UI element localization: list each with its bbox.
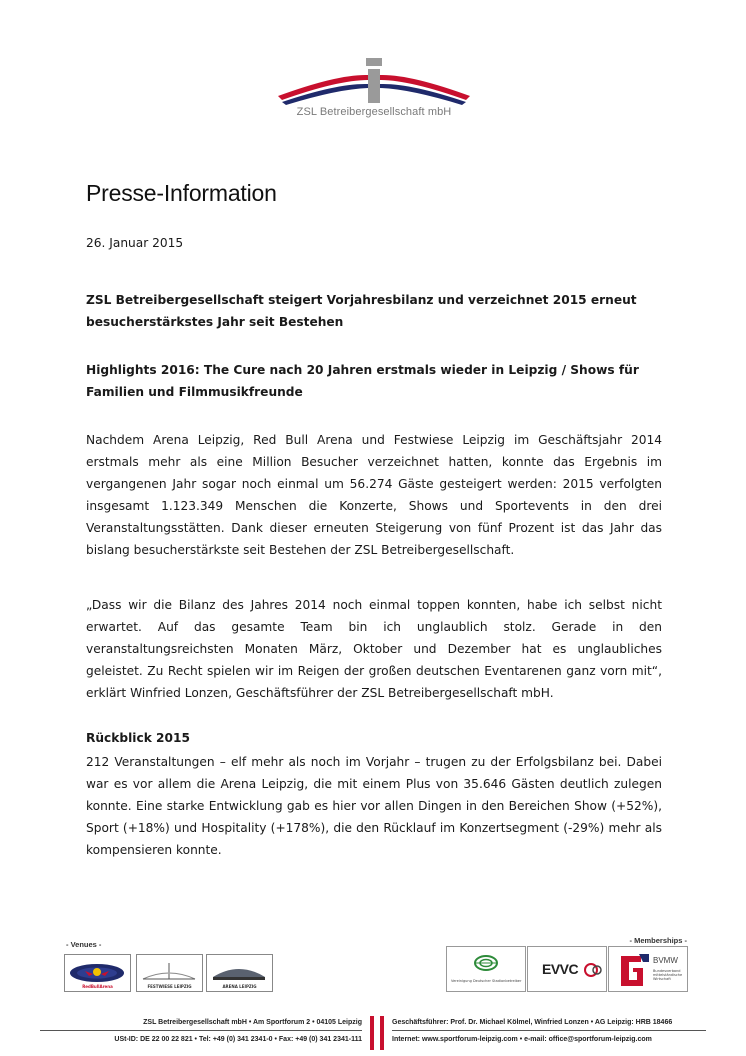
- footer-divider: [40, 1030, 362, 1031]
- stadium-association-icon: [447, 947, 525, 977]
- venue-name: ARENA LEIPZIG: [222, 984, 257, 989]
- venue-logo-red-bull-arena: [64, 954, 131, 992]
- document-date: 26. Januar 2015: [86, 236, 184, 250]
- headline-secondary: Highlights 2016: The Cure nach 20 Jahren erstmals wieder in Leipzig / Shows für Familien und Filmmusikfreunde: [86, 363, 639, 399]
- membership-logo-evvc: [527, 946, 607, 992]
- footer-web-email: Internet: www.sportforum-leipzig.com • e-mail: office@sportforum-leipzig.com: [392, 1036, 652, 1043]
- venues-label: - Venues -: [66, 940, 102, 949]
- company-logo-mark: [268, 58, 480, 106]
- footer-contact: USt-ID: DE 22 00 22 821 • Tel: +49 (0) 341 2341-0 • Fax: +49 (0) 341 2341-111: [114, 1036, 362, 1043]
- company-logo-text: ZSL Betreibergesellschaft mbH: [296, 106, 452, 118]
- venue-name: FESTWIESE LEIPZIG: [147, 984, 192, 989]
- evvc-wordmark: EVVC: [542, 961, 579, 977]
- footer-management: Geschäftsführer: Prof. Dr. Michael Kölmel, Winfried Lonzen • AG Leipzig: HRB 18466: [392, 1019, 673, 1026]
- venue-logo-arena-leipzig: [206, 954, 273, 992]
- venue-name: RedBullArena: [82, 984, 113, 989]
- footer-separator-bar: [370, 1016, 374, 1050]
- company-logo: [268, 58, 480, 124]
- membership-caption: Bundesverband mittelständische Wirtschaft: [653, 969, 683, 981]
- page-title: Presse-Information: [86, 180, 277, 206]
- section-heading: Rückblick 2015: [86, 731, 190, 745]
- footer-divider: [392, 1030, 706, 1031]
- memberships-label: - Memberships -: [629, 936, 687, 945]
- bvmw-icon: [615, 950, 655, 990]
- paragraph-review: 212 Veranstaltungen – elf mehr als noch im Vorjahr – trugen zu der Erfolgsbilanz bei. Dabei war es vor allem die Arena Leipzig, die mit einem Plus von 35.646 Gästen deutlich zulegen konnte. Eine starke Entwicklung gab es hier vor allen Dingen in den Bereichen Show (+52%), Sport (+18%) und Hospitality (+178%), die den Rücklauf im Konzertsegment (-29%) mehr als kompensieren konnte.: [86, 755, 662, 857]
- headline-primary: ZSL Betreibergesellschaft steigert Vorjahresbilanz und verzeichnet 2015 erneut besucherstärkstes Jahr seit Bestehen: [86, 293, 637, 329]
- membership-logo-bvmw: [608, 946, 688, 992]
- venue-logo-festwiese: [136, 954, 203, 992]
- paragraph-quote: „Dass wir die Bilanz des Jahres 2014 noch einmal toppen konnten, habe ich selbst nicht erwartet. Auf das gesamte Team bin ich unglaublich stolz. Gerade in den veranstaltungsreichsten Monaten März, Oktober und Dezember hat es unglaubliches geleistet. Zu Recht spielen wir im Reigen der großen deutschen Eventarenen ganz vorn mit“, erklärt Winfried Lonzen, Geschäftsführer der ZSL Betreibergesellschaft mbH.: [86, 598, 662, 700]
- membership-caption: Vereinigung Deutscher Stadionbetreiber: [451, 979, 522, 983]
- bvmw-wordmark: BVMW: [653, 956, 678, 965]
- footer-separator-bar: [380, 1016, 384, 1050]
- footer-address: ZSL Betreibergesellschaft mbH • Am Sportforum 2 • 04105 Leipzig: [143, 1019, 362, 1026]
- paragraph-intro: Nachdem Arena Leipzig, Red Bull Arena und Festwiese Leipzig im Geschäftsjahr 2014 erstmals mehr als eine Million Besucher verzeichnet hatten, konnte das Ergebnis im vergangenen Jahr sogar noch einmal um 56.274 Gäste gesteigert werden: 2015 verfolgten insgesamt 1.123.349 Menschen die Konzerte, Shows und Sportevents in den drei Veranstaltungsstätten. Dank dieser erneuten Steigerung von fünf Prozent ist das Jahr das bislang besucherstärkste seit Bestehen der ZSL Betreibergesellschaft.: [86, 433, 662, 557]
- evvc-swirl-icon: [584, 963, 604, 977]
- membership-logo-stadium-association: [446, 946, 526, 992]
